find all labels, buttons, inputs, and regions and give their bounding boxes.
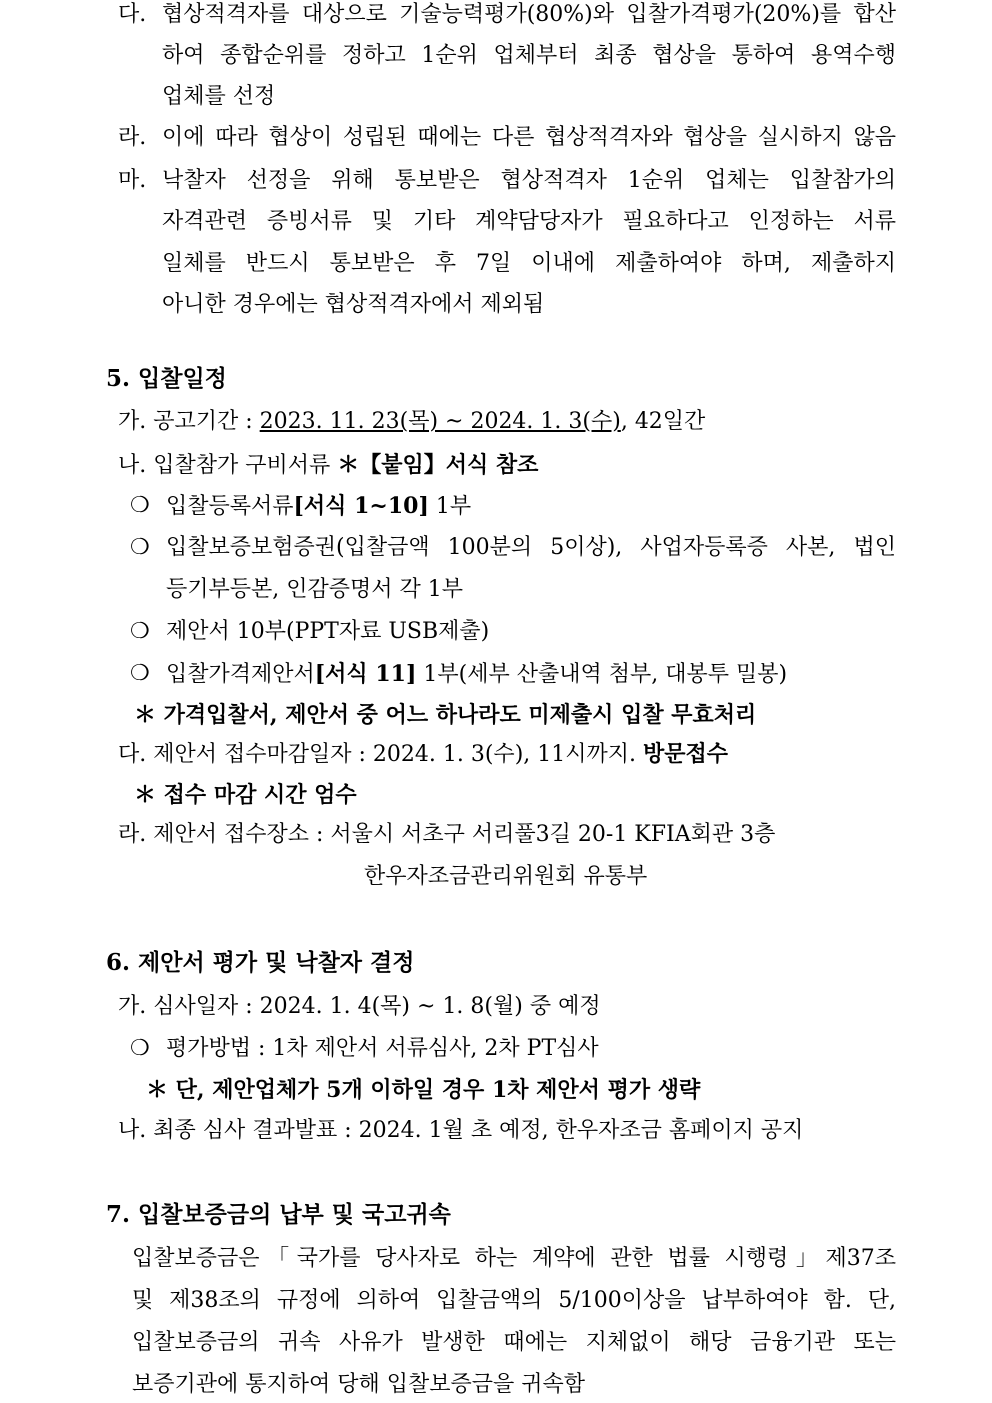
item-ra-text: 이에 따라 협상이 성립된 때에는 다른 협상적격자와 협상을 실시하지 않음 xyxy=(162,125,896,150)
sec5-ra: 라. 제안서 접수장소 : 서울시 서초구 서리풀3길 20-1 KFIA회관 3층 xyxy=(118,822,776,847)
sec5-warning-invalid: ＊ 가격입찰서, 제안서 중 어느 하나라도 미제출시 입찰 무효처리 xyxy=(134,702,757,728)
doc-item-4-post: 1부(세부 산출내역 첨부, 대봉투 밀봉) xyxy=(416,662,788,687)
sec7-line-3: 입찰보증금의 귀속 사유가 발생한 때에는 지체없이 해당 금융기관 또는 xyxy=(132,1330,896,1355)
sec6-ga: 가. 심사일자 : 2024. 1. 4(목) ~ 1. 8(월) 중 예정 xyxy=(118,994,601,1019)
section-7-heading: 7. 입찰보증금의 납부 및 국고귀속 xyxy=(106,1201,451,1228)
doc-item-1 xyxy=(166,491,471,522)
sec5-ga-suffix: , 42일간 xyxy=(620,409,706,434)
bullet-circle-icon: ❍ xyxy=(130,493,150,518)
sec7-line-2: 및 제38조의 규정에 의하여 입찰금액의 5/100이상을 납부하여야 함. 단, xyxy=(132,1288,896,1313)
doc-item-1-pre: 입찰등록서류 xyxy=(166,494,294,519)
sec6-na: 나. 최종 심사 결과발표 : 2024. 1월 초 예정, 한우자조금 홈페이지 공지 xyxy=(118,1118,804,1143)
sec5-ga xyxy=(118,407,705,437)
sec5-da xyxy=(118,739,728,770)
item-ma-marker: 마. xyxy=(118,168,147,193)
doc-item-1-post: 1부 xyxy=(428,494,472,519)
doc-item-1-form: [서식 1~10] xyxy=(293,493,429,519)
sec6-method: 평가방법 : 1차 제안서 서류심사, 2차 PT심사 xyxy=(166,1036,599,1061)
sec5-ga-period: 2023. 11. 23(목) ~ 2024. 1. 3(수) xyxy=(259,409,621,434)
item-da-line-1: 협상적격자를 대상으로 기술능력평가(80%)와 입찰가격평가(20%)를 합산 xyxy=(162,2,896,27)
doc-item-4-form: [서식 11] xyxy=(314,661,417,687)
doc-item-4-pre: 입찰가격제안서 xyxy=(166,662,315,687)
sec7-line-4: 보증기관에 통지하여 당해 입찰보증금을 귀속함 xyxy=(132,1372,586,1397)
item-ma-line-3: 일체를 반드시 통보받은 후 7일 이내에 제출하여야 하며, 제출하지 xyxy=(162,251,896,276)
bullet-circle-icon: ❍ xyxy=(130,1036,150,1061)
item-ma-line-4: 아니한 경우에는 협상적격자에서 제외됨 xyxy=(162,292,545,317)
sec7-line-1: 입찰보증금은「국가를 당사자로 하는 계약에 관한 법률 시행령」제37조 xyxy=(132,1246,896,1271)
item-ra-marker: 라. xyxy=(118,125,147,150)
sec5-na-note: ＊【붙임】서식 참조 xyxy=(337,452,539,478)
bullet-circle-icon: ❍ xyxy=(130,661,150,686)
sec5-ga-prefix: 가. 공고기간 : xyxy=(118,409,260,434)
item-da-line-3: 업체를 선정 xyxy=(162,84,276,109)
section-5-heading: 5. 입찰일정 xyxy=(106,365,227,392)
sec5-na xyxy=(118,450,538,481)
sec6-warning: ＊ 단, 제안업체가 5개 이하일 경우 1차 제안서 평가 생략 xyxy=(146,1077,701,1103)
sec5-na-text: 나. 입찰참가 구비서류 xyxy=(118,453,338,478)
doc-item-2-line-1: 입찰보증보험증권(입찰금액 100분의 5이상), 사업자등록증 사본, 법인 xyxy=(166,535,896,560)
section-6-heading: 6. 제안서 평가 및 낙찰자 결정 xyxy=(106,949,415,976)
item-da-line-2: 하여 종합순위를 정하고 1순위 업체부터 최종 협상을 통하여 용역수행 xyxy=(162,43,896,68)
doc-item-4 xyxy=(166,659,787,690)
sec5-da-visit: 방문접수 xyxy=(643,741,729,767)
bullet-circle-icon: ❍ xyxy=(130,619,150,644)
item-da-marker: 다. xyxy=(118,2,147,27)
sec5-ra-line-2: 한우자조금관리위원회 유통부 xyxy=(364,864,648,889)
bullet-circle-icon: ❍ xyxy=(130,535,150,560)
sec5-warning-deadline: ＊ 접수 마감 시간 엄수 xyxy=(134,782,357,808)
item-ma-line-1: 낙찰자 선정을 위해 통보받은 협상적격자 1순위 업체는 입찰참가의 xyxy=(162,168,896,193)
doc-item-3: 제안서 10부(PPT자료 USB제출) xyxy=(166,619,490,644)
item-ma-line-2: 자격관련 증빙서류 및 기타 계약담당자가 필요하다고 인정하는 서류 xyxy=(162,209,896,234)
doc-item-2-line-2: 등기부등본, 인감증명서 각 1부 xyxy=(166,577,463,602)
sec5-da-text: 다. 제안서 접수마감일자 : 2024. 1. 3(수), 11시까지. xyxy=(118,742,643,767)
